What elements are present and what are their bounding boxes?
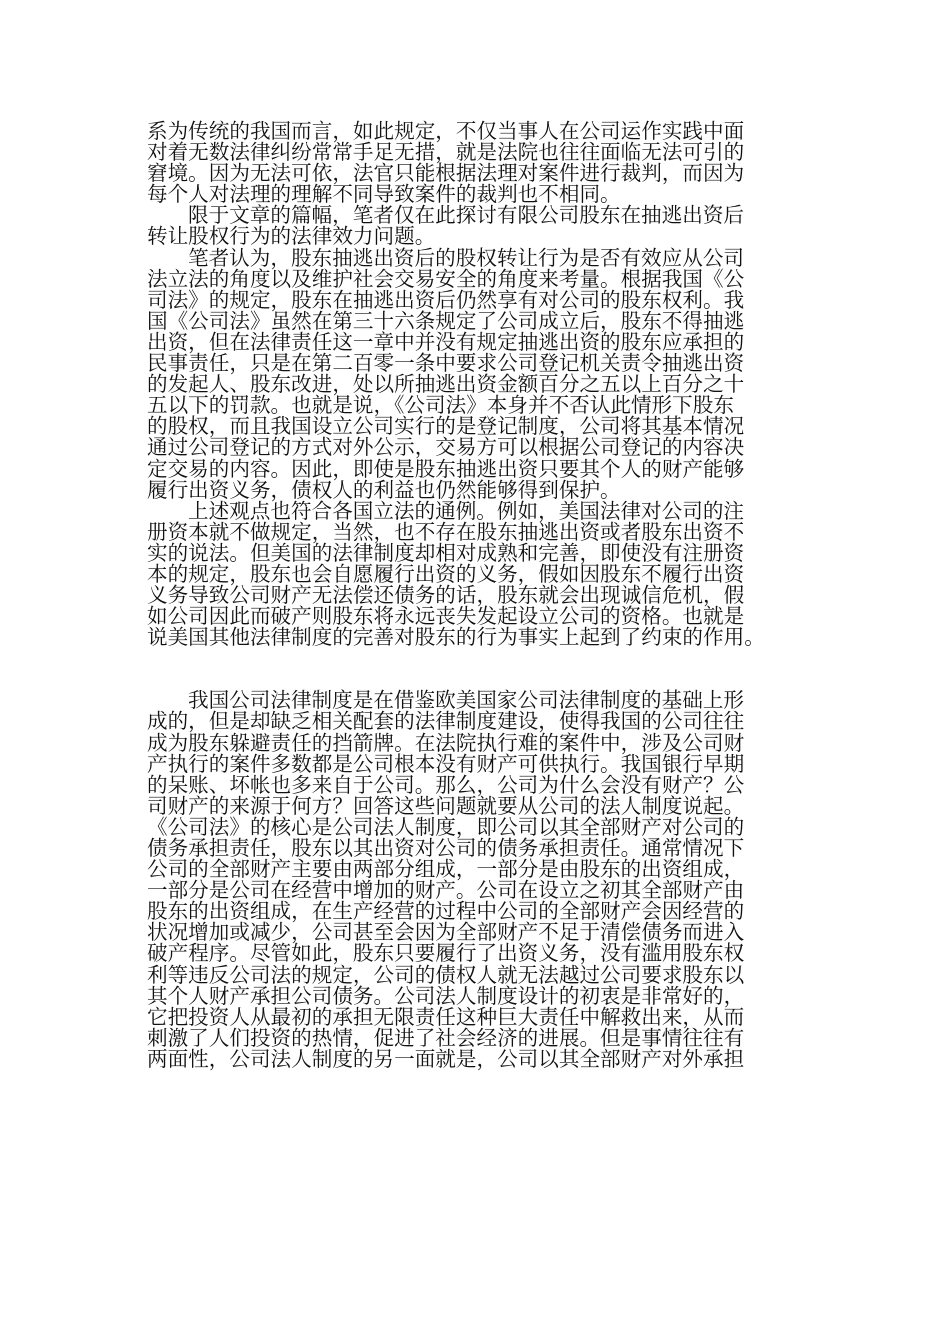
- text-line: 的发起人、股东改进，处以所抽逃出资金额百分之五以上百分之十: [147, 372, 745, 397]
- text-line: 定交易的内容。因此，即使是股东抽逃出资只要其个人的财产能够: [147, 456, 745, 481]
- text-line: 我国公司法律制度是在借鉴欧美国家公司法律制度的基础上形: [188, 688, 745, 713]
- text-line: 本的规定，股东也会自愿履行出资的义务，假如因股东不履行出资: [147, 561, 745, 586]
- text-line: 司法》的规定，股东在抽逃出资后仍然享有对公司的股东权利。我: [147, 287, 745, 312]
- paragraph-gap: [147, 648, 807, 690]
- text-line: 法立法的角度以及维护社会交易安全的角度来考量。根据我国《公: [147, 266, 745, 291]
- text-line: 上述观点也符合各国立法的通例。例如，美国法律对公司的注: [188, 498, 745, 523]
- text-line: 破产程序。尽管如此，股东只要履行了出资义务，没有滥用股东权: [147, 941, 745, 966]
- paragraph: [147, 205, 807, 247]
- text-line: 它把投资人从最初的承担无限责任这种巨大责任中解救出来，从而: [147, 1004, 745, 1029]
- text-line: 义务导致公司财产无法偿还债务的话，股东就会出现诚信危机，假: [147, 583, 745, 608]
- text-line: 国《公司法》虽然在第三十六条规定了公司成立后，股东不得抽逃: [147, 308, 745, 333]
- paragraph: [147, 121, 807, 205]
- text-line: 公司的全部财产主要由两部分组成，一部分是由股东的出资组成，: [147, 857, 745, 882]
- text-line: 股东的出资组成，在生产经营的过程中公司的全部财产会因经营的: [147, 899, 745, 924]
- text-line: 一部分是公司在经营中增加的财产。公司在设立之初其全部财产由: [147, 878, 745, 903]
- text-line: 产执行的案件多数都是公司根本没有财产可供执行。我国银行早期: [147, 751, 745, 776]
- text-line: 司财产的来源于何方？回答这些问题就要从公司的法人制度说起。: [147, 793, 745, 818]
- text-line: 的股权，而且我国设立公司实行的是登记制度，公司将其基本情况: [147, 414, 745, 439]
- text-line: 债务承担责任，股东以其出资对公司的债务承担责任。通常情况下: [147, 836, 745, 860]
- text-line: 民事责任，只是在第二百零一条中要求公司登记机关责令抽逃出资: [147, 351, 745, 376]
- text-line: 笔者认为，股东抽逃出资后的股权转让行为是否有效应从公司: [188, 245, 745, 270]
- text-line: 对着无数法律纠纷常常手足无措，就是法院也往往面临无法可引的: [147, 140, 745, 165]
- text-line: 通过公司登记的方式对外公示，交易方可以根据公司登记的内容决: [147, 435, 745, 460]
- text-line: 其个人财产承担公司债务。公司法人制度设计的初衷是非常好的，: [147, 983, 745, 1008]
- text-line: 履行出资义务，债权人的利益也仍然能够得到保护。: [147, 477, 621, 502]
- paragraph: [147, 690, 807, 1070]
- text-line: 两面性，公司法人制度的另一面就是，公司以其全部财产对外承担: [147, 1046, 745, 1071]
- text-line: 刺激了人们投资的热情，促进了社会经济的进展。但是事情往往有: [147, 1025, 745, 1050]
- text-line: 转让股权行为的法律效力问题。: [147, 224, 436, 249]
- text-line: 成的，但是却缺乏相关配套的法律制度建设，使得我国的公司往往: [147, 709, 745, 734]
- text-line: 利等违反公司法的规定，公司的债权人就无法越过公司要求股东以: [147, 962, 745, 987]
- body-text: [147, 121, 807, 1070]
- text-line: 限于文章的篇幅，笔者仅在此探讨有限公司股东在抽逃出资后: [188, 203, 745, 228]
- text-line: 《公司法》的核心是公司法人制度，即公司以其全部财产对公司的: [147, 814, 745, 839]
- paragraph: [147, 245, 807, 502]
- text-line: 的呆账、坏帐也多来自于公司。那么，公司为什么会没有财产？公: [147, 772, 745, 797]
- text-line: 说美国其他法律制度的完善对股东的行为事实上起到了约束的作用。: [147, 625, 765, 650]
- text-line: 系为传统的我国而言，如此规定，不仅当事人在公司运作实践中面: [147, 119, 745, 143]
- text-line: 如公司因此而破产则股东将永远丧失发起设立公司的资格。也就是: [147, 604, 745, 629]
- text-line: 实的说法。但美国的法律制度却相对成熟和完善，即使没有注册资: [147, 540, 745, 565]
- text-line: 五以下的罚款。也就是说，《公司法》本身并不否认此情形下股东: [147, 393, 734, 418]
- text-line: 出资，但在法律责任这一章中并没有规定抽逃出资的股东应承担的: [147, 329, 745, 354]
- text-line: 状况增加或减少，公司甚至会因为全部财产不足于清偿债务而进入: [147, 920, 745, 945]
- paragraph: [147, 498, 807, 650]
- text-line: 成为股东躲避责任的挡箭牌。在法院执行难的案件中，涉及公司财: [147, 730, 745, 755]
- text-line: 册资本就不做规定，当然，也不存在股东抽逃出资或者股东出资不: [147, 519, 745, 544]
- text-line: 窘境。因为无法可依，法官只能根据法理对案件进行裁判，而因为: [147, 161, 745, 186]
- text-line: 每个人对法理的理解不同导致案件的裁判也不相同。: [147, 182, 621, 207]
